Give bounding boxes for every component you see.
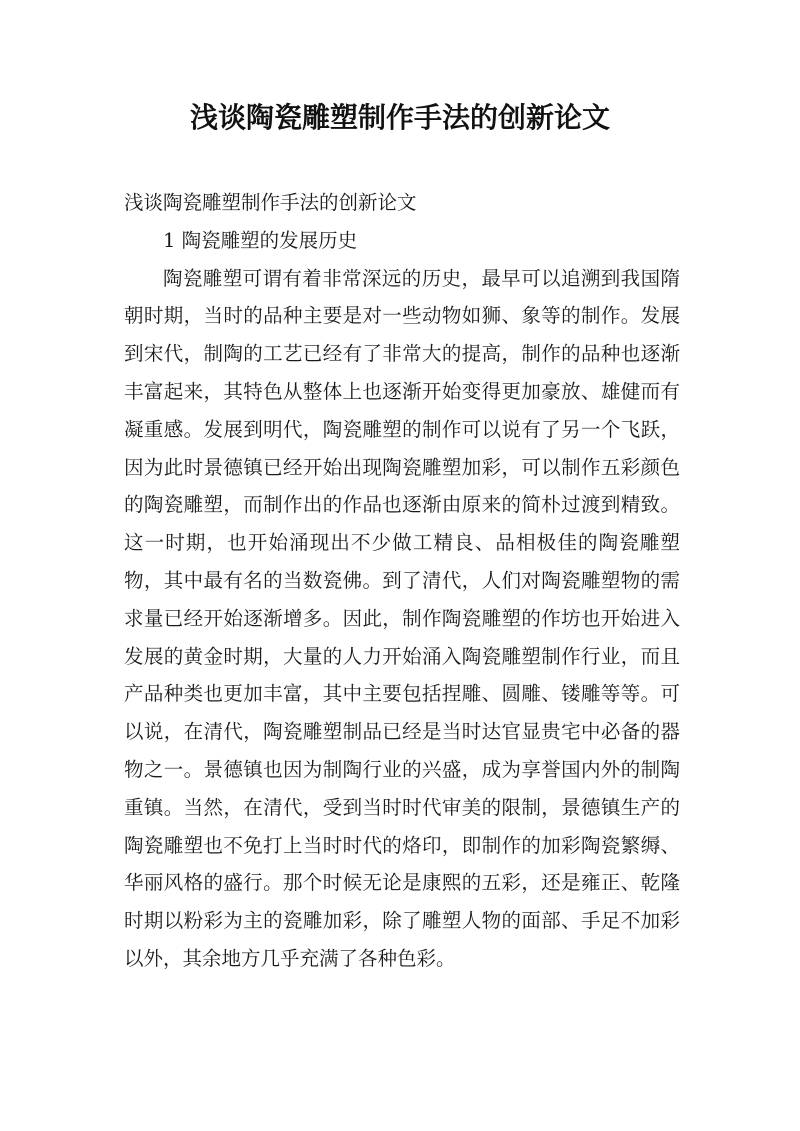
document-body [124, 184, 680, 978]
body-paragraph: 陶瓷雕塑可谓有着非常深远的历史，最早可以追溯到我国隋朝时期，当时的品种主要是对一些动物如狮、象等的制作。发展到宋代，制陶的工艺已经有了非常大的提高，制作的品种也逐渐丰富起来，其特色从整体上也逐渐开始变得更加豪放、雄健而有凝重感。发展到明代，陶瓷雕塑的制作可以说有了另一个飞跃，因为此时景德镇已经开始出现陶瓷雕塑加彩，可以制作五彩颜色的陶瓷雕塑，而制作出的作品也逐渐由原来的简朴过渡到精致。这一时期，也开始涌现出不少做工精良、品相极佳的陶瓷雕塑物，其中最有名的当数瓷佛。到了清代，人们对陶瓷雕塑物的需求量已经开始逐渐增多。因此，制作陶瓷雕塑的作坊也开始进入发展的黄金时期，大量的人力开始涌入陶瓷雕塑制作行业，而且产品种类也更加丰富，其中主要包括捏雕、圆雕、镂雕等等。可以说，在清代，陶瓷雕塑制品已经是当时达官显贵宅中必备的器物之一。景德镇也因为制陶行业的兴盛，成为享誉国内外的制陶重镇。当然，在清代，受到当时时代审美的限制，景德镇生产的陶瓷雕塑也不免打上当时时代的烙印，即制作的加彩陶瓷繁缛、华丽风格的盛行。那个时候无论是康熙的五彩，还是雍正、乾隆时期以粉彩为主的瓷雕加彩，除了雕塑人物的面部、手足不加彩以外，其余地方几乎充满了各种色彩。 [124, 266, 680, 970]
document-subtitle: 浅谈陶瓷雕塑制作手法的创新论文 [124, 191, 417, 214]
document-title: 浅谈陶瓷雕塑制作手法的创新论文 [189, 101, 610, 134]
section-heading: 1 陶瓷雕塑的发展历史 [163, 228, 358, 252]
